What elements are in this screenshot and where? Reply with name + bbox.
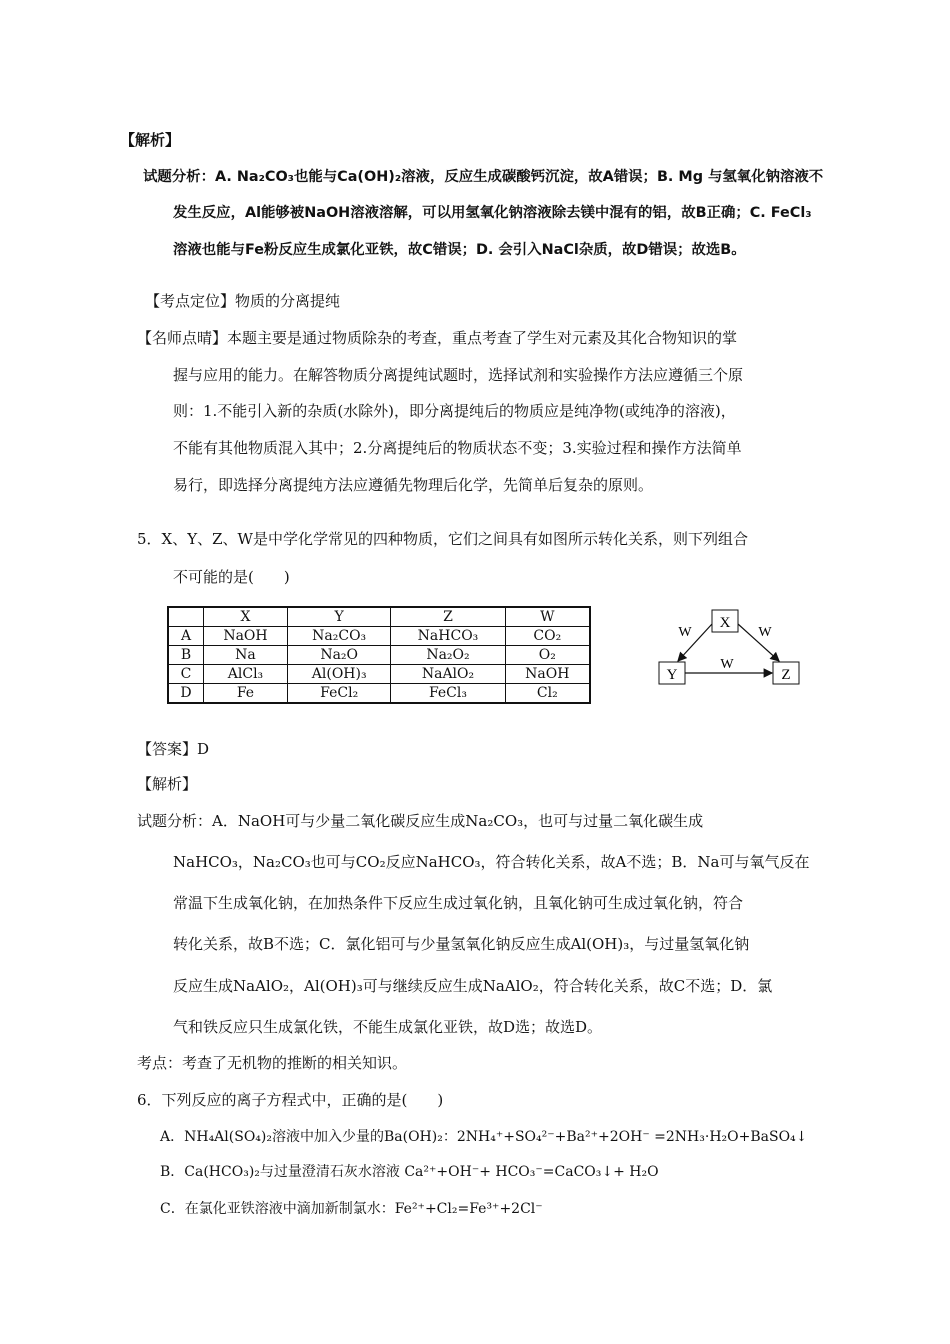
table-cell: NaAlO₂ xyxy=(391,665,505,684)
table-cell: X xyxy=(204,607,288,627)
answer-q5: 【答案】D xyxy=(137,740,210,758)
table-cell: Al(OH)₃ xyxy=(287,665,390,684)
q6-option-c: C．在氯化亚铁溶液中滴加新制氯水：Fe²⁺+Cl₂=Fe³⁺+2Cl⁻ xyxy=(160,1201,543,1217)
table-row xyxy=(168,646,590,665)
kaodian-q5: 考点：考查了无机物的推断的相关知识。 xyxy=(137,1054,408,1072)
analysis-q4-line-1: 试题分析：A. Na₂CO₃也能与Ca(OH)₂溶液，反应生成碳酸钙沉淀，故A错误；B. Mg 与氢氧化钠溶液不 xyxy=(143,169,824,185)
label-w-left: W xyxy=(678,625,692,640)
table-cell: O₂ xyxy=(505,646,590,665)
mingshi-line-1: 【名师点晴】本题主要是通过物质除杂的考查，重点考查了学生对元素及其化合物知识的掌 xyxy=(137,329,738,347)
table-cell: Na xyxy=(204,646,288,665)
table-cell: FeCl₃ xyxy=(391,684,505,704)
table-cell: W xyxy=(505,607,590,627)
mingshi-line-2: 握与应用的能力。在解答物质分离提纯试题时，选择试剂和实验操作方法应遵循三个原 xyxy=(173,366,744,384)
table-cell: FeCl₂ xyxy=(287,684,390,704)
mingshi-line-5: 易行，即选择分离提纯方法应遵循先物理后化学，先简单后复杂的原则。 xyxy=(173,476,654,494)
label-z: Z xyxy=(781,667,791,683)
table-cell: Na₂O₂ xyxy=(391,646,505,665)
analysis-label-q4: 【解析】 xyxy=(120,131,181,149)
table-header-row xyxy=(168,607,590,627)
question-5-line-1: 5．X、Y、Z、W是中学化学常见的四种物质，它们之间具有如图所示转化关系，则下列组合 xyxy=(137,530,748,548)
analysis-q5-line-5: 反应生成NaAlO₂，Al(OH)₃可与继续反应生成NaAlO₂，符合转化关系，故C不选；D．氯 xyxy=(173,977,773,995)
analysis-q5-line-4: 转化关系，故B不选；C．氯化铝可与少量氢氧化钠反应生成Al(OH)₃，与过量氢氧化钠 xyxy=(173,935,750,953)
table-row xyxy=(168,684,590,704)
analysis-q4-line-3: 溶液也能与Fe粉反应生成氯化亚铁，故C错误；D. 会引入NaCl杂质，故D错误；故选B。 xyxy=(173,242,746,258)
label-y: Y xyxy=(666,667,678,683)
label-x: X xyxy=(719,615,731,631)
table-cell: NaOH xyxy=(505,665,590,684)
conversion-diagram xyxy=(655,606,805,690)
label-w-right: W xyxy=(758,625,772,640)
mingshi-line-4: 不能有其他物质混入其中；2.分离提纯后的物质状态不变；3.实验过程和操作方法简单 xyxy=(173,439,742,457)
table-cell: A xyxy=(168,627,204,646)
table-cell: Z xyxy=(391,607,505,627)
table-cell: B xyxy=(168,646,204,665)
table-cell: D xyxy=(168,684,204,704)
analysis-label-q5: 【解析】 xyxy=(137,775,198,793)
q6-option-b: B．Ca(HCO₃)₂与过量澄清石灰水溶液 Ca²⁺+OH⁻+ HCO₃⁻=CaCO₃↓+ H₂O xyxy=(160,1164,659,1180)
analysis-q5-line-1: 试题分析：A．NaOH可与少量二氧化碳反应生成Na₂CO₃，也可与过量二氧化碳生成 xyxy=(137,812,704,830)
table-cell: Na₂CO₃ xyxy=(287,627,390,646)
table-cell: Fe xyxy=(204,684,288,704)
label-w-bottom: W xyxy=(720,657,734,672)
table-cell: AlCl₃ xyxy=(204,665,288,684)
q6-option-a: A．NH₄Al(SO₄)₂溶液中加入少量的Ba(OH)₂：2NH₄⁺+SO₄²⁻+Ba²⁺+2OH⁻ =2NH₃·H₂O+BaSO₄↓ xyxy=(160,1129,808,1145)
analysis-q5-line-3: 常温下生成氧化钠，在加热条件下反应生成过氧化钠，且氧化钠可生成过氧化钠，符合 xyxy=(173,894,744,912)
options-table xyxy=(167,606,591,704)
mingshi-line-3: 则：1.不能引入新的杂质(水除外)，即分离提纯后的物质应是纯净物(或纯净的溶液)， xyxy=(173,402,736,420)
table-cell: NaOH xyxy=(204,627,288,646)
analysis-q5-line-2: NaHCO₃，Na₂CO₃也可与CO₂反应NaHCO₃，符合转化关系，故A不选；B．Na可与氧气反在 xyxy=(173,853,810,871)
table-cell: C xyxy=(168,665,204,684)
kaodian-q4: 【考点定位】物质的分离提纯 xyxy=(145,292,341,310)
table-cell: NaHCO₃ xyxy=(391,627,505,646)
question-6: 6．下列反应的离子方程式中，正确的是( ) xyxy=(137,1091,444,1109)
table-row xyxy=(168,627,590,646)
table-cell: Y xyxy=(287,607,390,627)
table-row xyxy=(168,665,590,684)
question-5-line-2: 不可能的是( ) xyxy=(173,568,290,586)
table-cell: Na₂O xyxy=(287,646,390,665)
table-cell: CO₂ xyxy=(505,627,590,646)
table-cell: Cl₂ xyxy=(505,684,590,704)
table-cell xyxy=(168,607,204,627)
analysis-q4-line-2: 发生反应，Al能够被NaOH溶液溶解，可以用氢氧化钠溶液除去镁中混有的铝，故B正确；C. FeCl₃ xyxy=(173,205,812,221)
analysis-q5-line-6: 气和铁反应只生成氯化铁，不能生成氯化亚铁，故D选；故选D。 xyxy=(173,1018,603,1036)
